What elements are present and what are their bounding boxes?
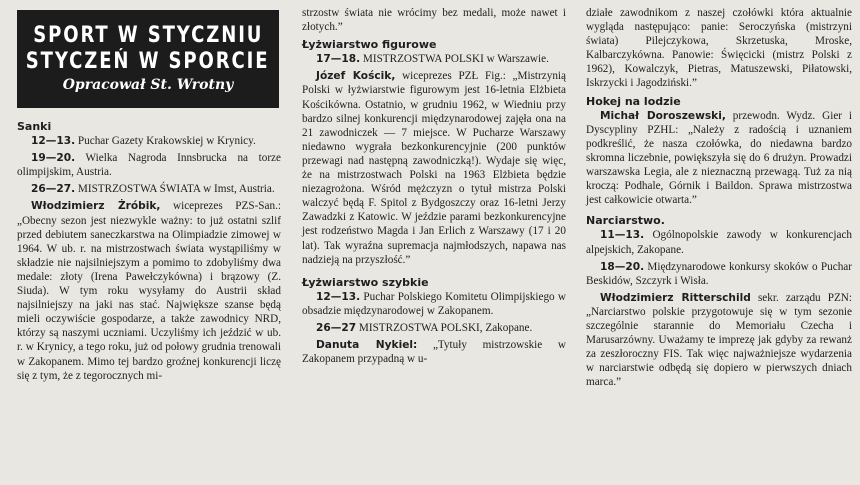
speaker-name: Danuta Nykiel: [316,339,418,352]
statement-text: „Tytuły mistrzowskie w Zakopanem przypadną w u- [302,339,566,366]
event-speed-2 [302,321,566,335]
event-figure-1 [302,52,566,66]
header-title-line-1: SPORT W STYCZNIU [32,23,264,48]
event-date: 11—13. [600,229,645,242]
statement-text: wiceprezes PZS-San.: „Obecny sezon jest niezwykle ważny: to już ostatni szlif przed debiutem saneczkarstwa na Olimpiadzie zimowej w 1964. W ub. r. na mistrzostwach świata wystąpiliśmy w składzie nie najsilniejszym a pomimo to zdobyliśmy dwa medale: złoty (Irena Pawełczykówna) i brązowy (Z. Siuda). W tym roku wysyłamy do Austrii skład najsilniejszy na jaki nas stać. Największe szanse będą mieli oczywiście gospodarze, a także zawodnicy NRD, którzy są naszymi uczniami. Uczyliśmy ich jeździć w ub. r. w Krynicy, a tego roku, już od połowy grudnia trenowali w Zakopanem. Mimo tej bardzo groźnej konkurencji liczę się z tym, że z tegorocznych mi- [17,200,281,382]
event-sanki-3 [17,182,281,196]
event-date: 12—13. [31,135,76,148]
event-sanki-1 [17,134,281,148]
event-ski-2 [586,260,852,288]
statement-text: wiceprezes PZŁ Fig.: „Mistrzynią Polski w łyżwiarstwie figurowym jest 16-letnia Elżbieta Kościkówna. Ostatnio, w grudniu 1962, w Wiedniu przy bardzo silnej konkurencji międzynarodowej zajęła ona na 21 zawodniczek — 7 miejsce. W Pucharze Warszawy niedawno wygrała bezkonkurencyjnie (200 punktów przewagi nad następną zawodniczką!). Wydaje się więc, że na mistrzostwach Polski na 1963 Elżbieta będzie niezagrożona. Wśród mężczyzn o tytuł mistrza Polski walczyć będą F. Spitol z Bydgoszczy oraz 16-letni Jerzy Zawadzki z Katowic. W jeździe parami bezkonkurencyjne jest rodzeństwo Magda i Jan Erlich z Warszawy (17 i 20 lat). Tak wyraźna supremacja najmłodszych, napawa nas nadzieją na przyszłość.” [302,70,566,266]
statement-ski [586,291,852,390]
speaker-name: Józef Kościk, [316,70,396,83]
event-text: Puchar Polskiego Komitetu Olimpijskiego w obsadzie międzynarodowej w Zakopanem. [302,290,566,317]
event-date: 12—13. [316,290,361,303]
event-date: 19—20. [31,152,76,165]
event-text: MISTRZOSTWA ŚWIATA w Imst, Austria. [77,183,275,196]
event-date: 26—27. [31,183,76,196]
event-text: Puchar Gazety Krakowskiej w Krynicy. [77,135,256,148]
event-date: 17—18. [316,53,361,66]
event-ski-1 [586,228,852,256]
event-text: Wielka Nagroda Innsbrucka na torze olimpijskim, Austria. [17,152,281,179]
continuation-text: działe zawodnikom z naszej czołówki która aktualnie wygląda następująco: panie: Seroczyńska (mistrzyni świata) Pilejczykowa, Skrzetuska, Mroske, Kalbarczykówna. Panowie: Święcicki (mistrz Polski z 1962), Kowalczyk, Pietras, Matuszewski, Piłatowski, Iskrzycki i Jagodziński.” [586,7,852,90]
statement-text: sekr. zarządu PZN: „Narciarstwo polskie przygotowuje się w tym sezonie szczególnie starannie do Memoriału Czecha i Marusarzówny. Uważamy te imprezę jak gdyby za rewanż za zeszłoroczny FIS. Tak więc najważniejsze wydarzenia w narciarstwie odbędą się dopiero w pierwszych dniach marca.” [586,291,852,389]
section-figure-skating-heading: Łyżwiarstwo figurowe [302,38,437,52]
statement-sanki [17,199,281,382]
statement-figure [302,69,566,266]
section-sanki-heading: Sanki [17,120,52,133]
header-box [17,10,279,108]
event-text: MISTRZOSTWA POLSKI, Zakopane. [358,321,533,334]
column-3 [586,6,852,389]
statement-hockey [586,109,852,208]
header-title-line-2: STYCZEŃ W SPORCIE [26,49,270,74]
statement-text: przewodn. Wydz. Gier i Dyscypliny PZHL: „Należy z radością i uznaniem podkreślić, że nasza czołówka, do niedawna bardzo skromna liczebnie, powiększyła się do 6 drużyn. Prowadzi warszawska Legia, ale z nieznaczną przewagą. Tuż za nią kroczą: Podhale, Górnik i Baildon. Sprawa mistrzostwa jest całkowicie otwarta.” [586,109,853,207]
statement-speed [302,338,566,366]
header-byline: Opracował St. Wrotny [62,77,234,93]
event-text: Międzynarodowe konkursy skoków o Puchar Beskidów, Szczyrk i Wisła. [586,260,852,287]
continuation-text: strzostw świata nie wrócimy bez medali, może nawet i złotych.” [302,7,566,34]
event-date: 26—27 [316,321,357,334]
speaker-name: Michał Doroszewski, [600,109,726,122]
section-hockey-heading: Hokej na lodzie [586,94,681,108]
speaker-name: Włodzimierz Ritterschild [600,291,751,304]
section-skiing-heading: Narciarstwo. [586,214,665,228]
event-text: MISTRZOSTWA POLSKI w Warszawie. [362,53,549,66]
event-speed-1 [302,290,566,318]
event-date: 18—20. [600,260,645,273]
column-2 [302,6,566,366]
event-sanki-2 [17,151,281,179]
column-1 [17,10,281,383]
event-text: Ogólnopolskie zawody w konkurencjach alpejskich, Zakopane. [586,229,853,256]
section-speed-skating-heading: Łyżwiarstwo szybkie [302,275,429,289]
speaker-name: Włodzimierz Żróbik, [31,200,161,213]
